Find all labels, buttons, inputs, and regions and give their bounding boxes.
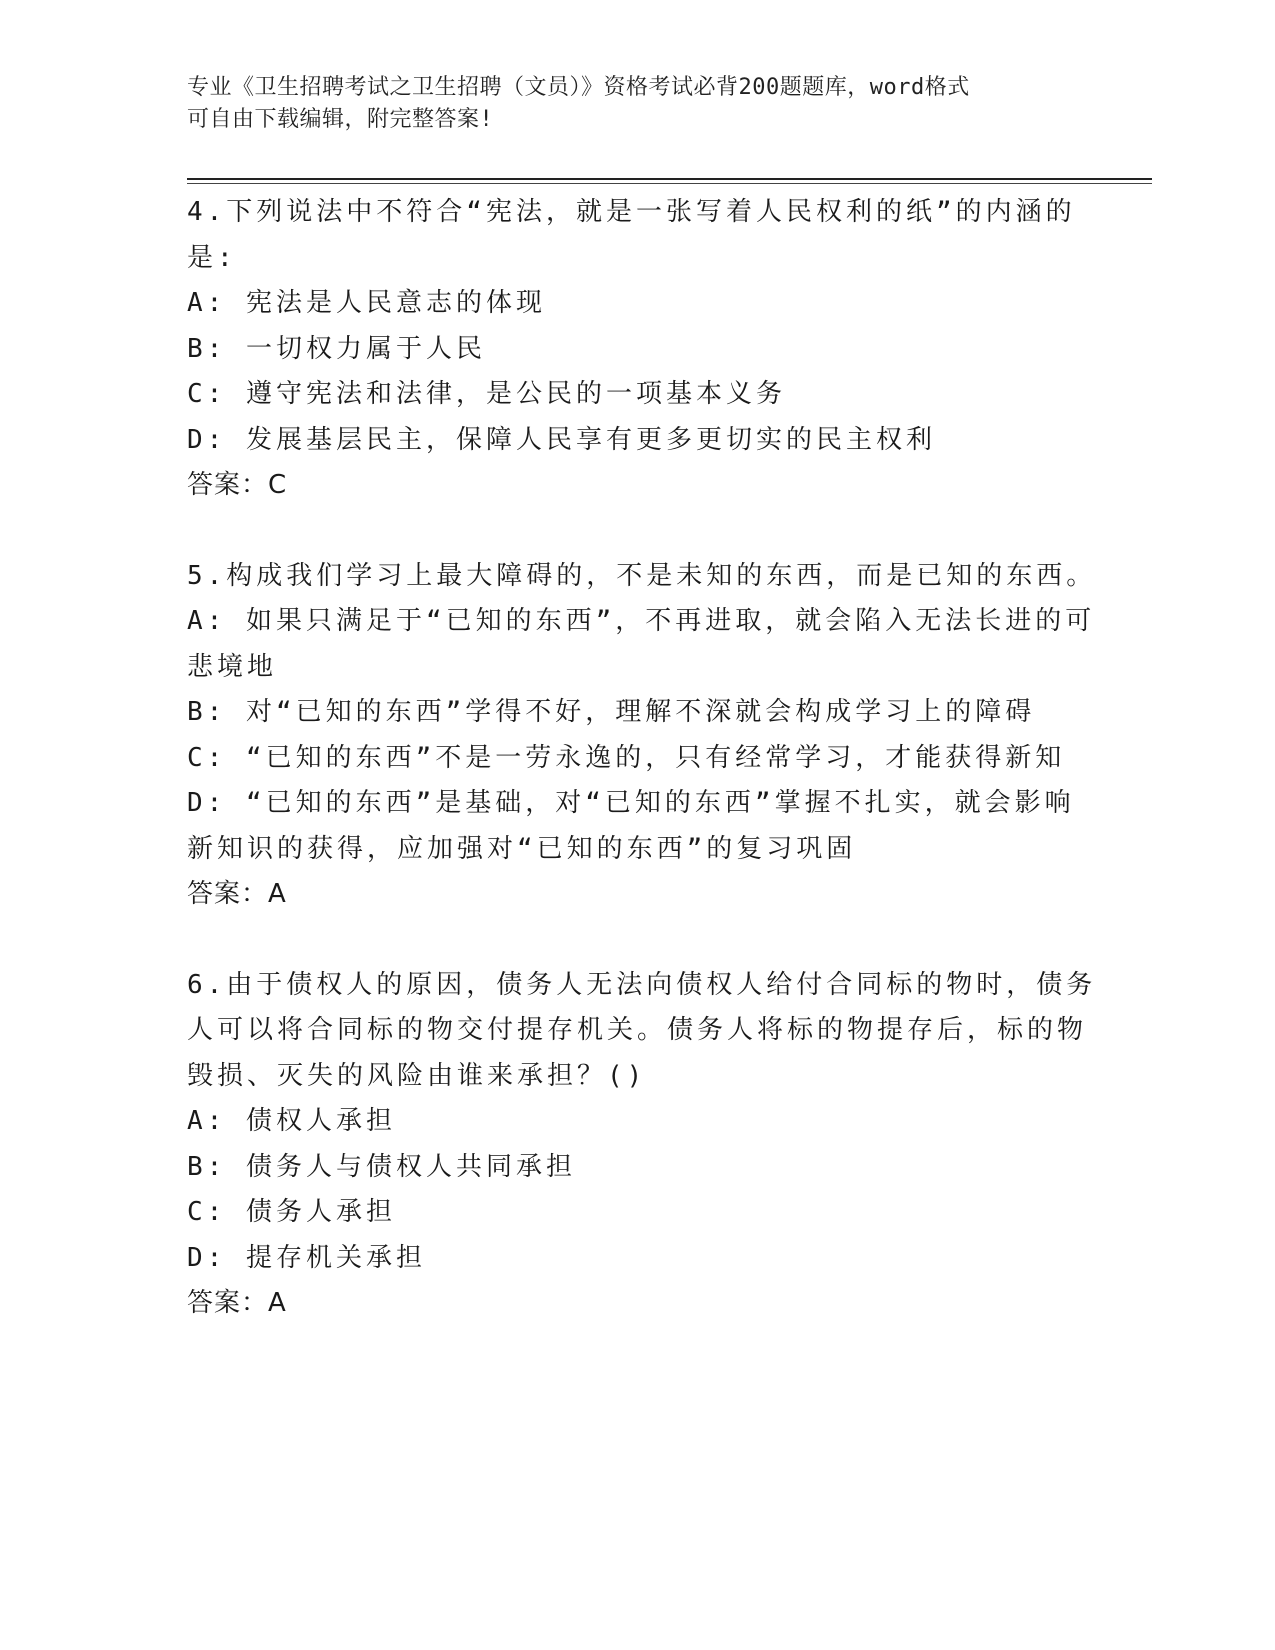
question-4 [187,190,1087,509]
question-stem-line: 是: [187,242,237,273]
question-stem-line: 4.下列说法中不符合“宪法，就是一张写着人民权利的纸”的内涵的 [187,197,1076,227]
question-stem-line: 人可以将合同标的物交付提存机关。债务人将标的物提存后，标的物 [187,1015,1088,1045]
document-header [187,72,1087,136]
answer-label: 答案：A [187,879,287,909]
option-c: C: 遵守宪法和法律，是公民的一项基本义务 [187,379,786,409]
answer-label: 答案：A [187,1288,287,1318]
option-d: D: 发展基层民主，保障人民享有更多更切实的民主权利 [187,424,936,455]
option-d-continued: 新知识的获得，应加强对“已知的东西”的复习巩固 [187,833,857,864]
header-line-2: 可自由下载编辑，附完整答案! [187,107,494,132]
option-d: D: 提存机关承担 [187,1242,426,1273]
question-5 [187,554,1097,918]
option-a-continued: 悲境地 [187,651,278,682]
option-d: D: “已知的东西”是基础，对“已知的东西”掌握不扎实，就会影响 [187,788,1075,818]
question-6 [187,963,1097,1327]
option-c: C: “已知的东西”不是一劳永逸的，只有经常学习，才能获得新知 [187,742,1066,773]
option-a: A: 宪法是人民意志的体现 [187,288,546,318]
question-stem-line: 毁损、灭失的风险由谁来承担？() [187,1060,647,1091]
header-line-1: 专业《卫生招聘考试之卫生招聘（文员）》资格考试必背200题题库，word格式 [187,75,970,100]
option-a: A: 债权人承担 [187,1106,396,1136]
header-divider-thick [187,178,1152,180]
option-b: B: 债务人与债权人共同承担 [187,1151,576,1182]
option-a: A: 如果只满足于“已知的东西”，不再进取，就会陷入无法长进的可 [187,606,1096,636]
option-b: B: 一切权力属于人民 [187,333,486,364]
option-b: B: 对“已知的东西”学得不好，理解不深就会构成学习上的障碍 [187,697,1036,727]
option-c: C: 债务人承担 [187,1197,396,1227]
answer-label: 答案：C [187,470,288,500]
header-divider-thin [187,183,1152,184]
question-stem-line: 5.构成我们学习上最大障碍的，不是未知的东西，而是已知的东西。 [187,560,1097,591]
question-list [187,190,1097,1372]
question-stem-line: 6.由于债权人的原因，债务人无法向债权人给付合同标的物时，债务 [187,969,1097,1000]
